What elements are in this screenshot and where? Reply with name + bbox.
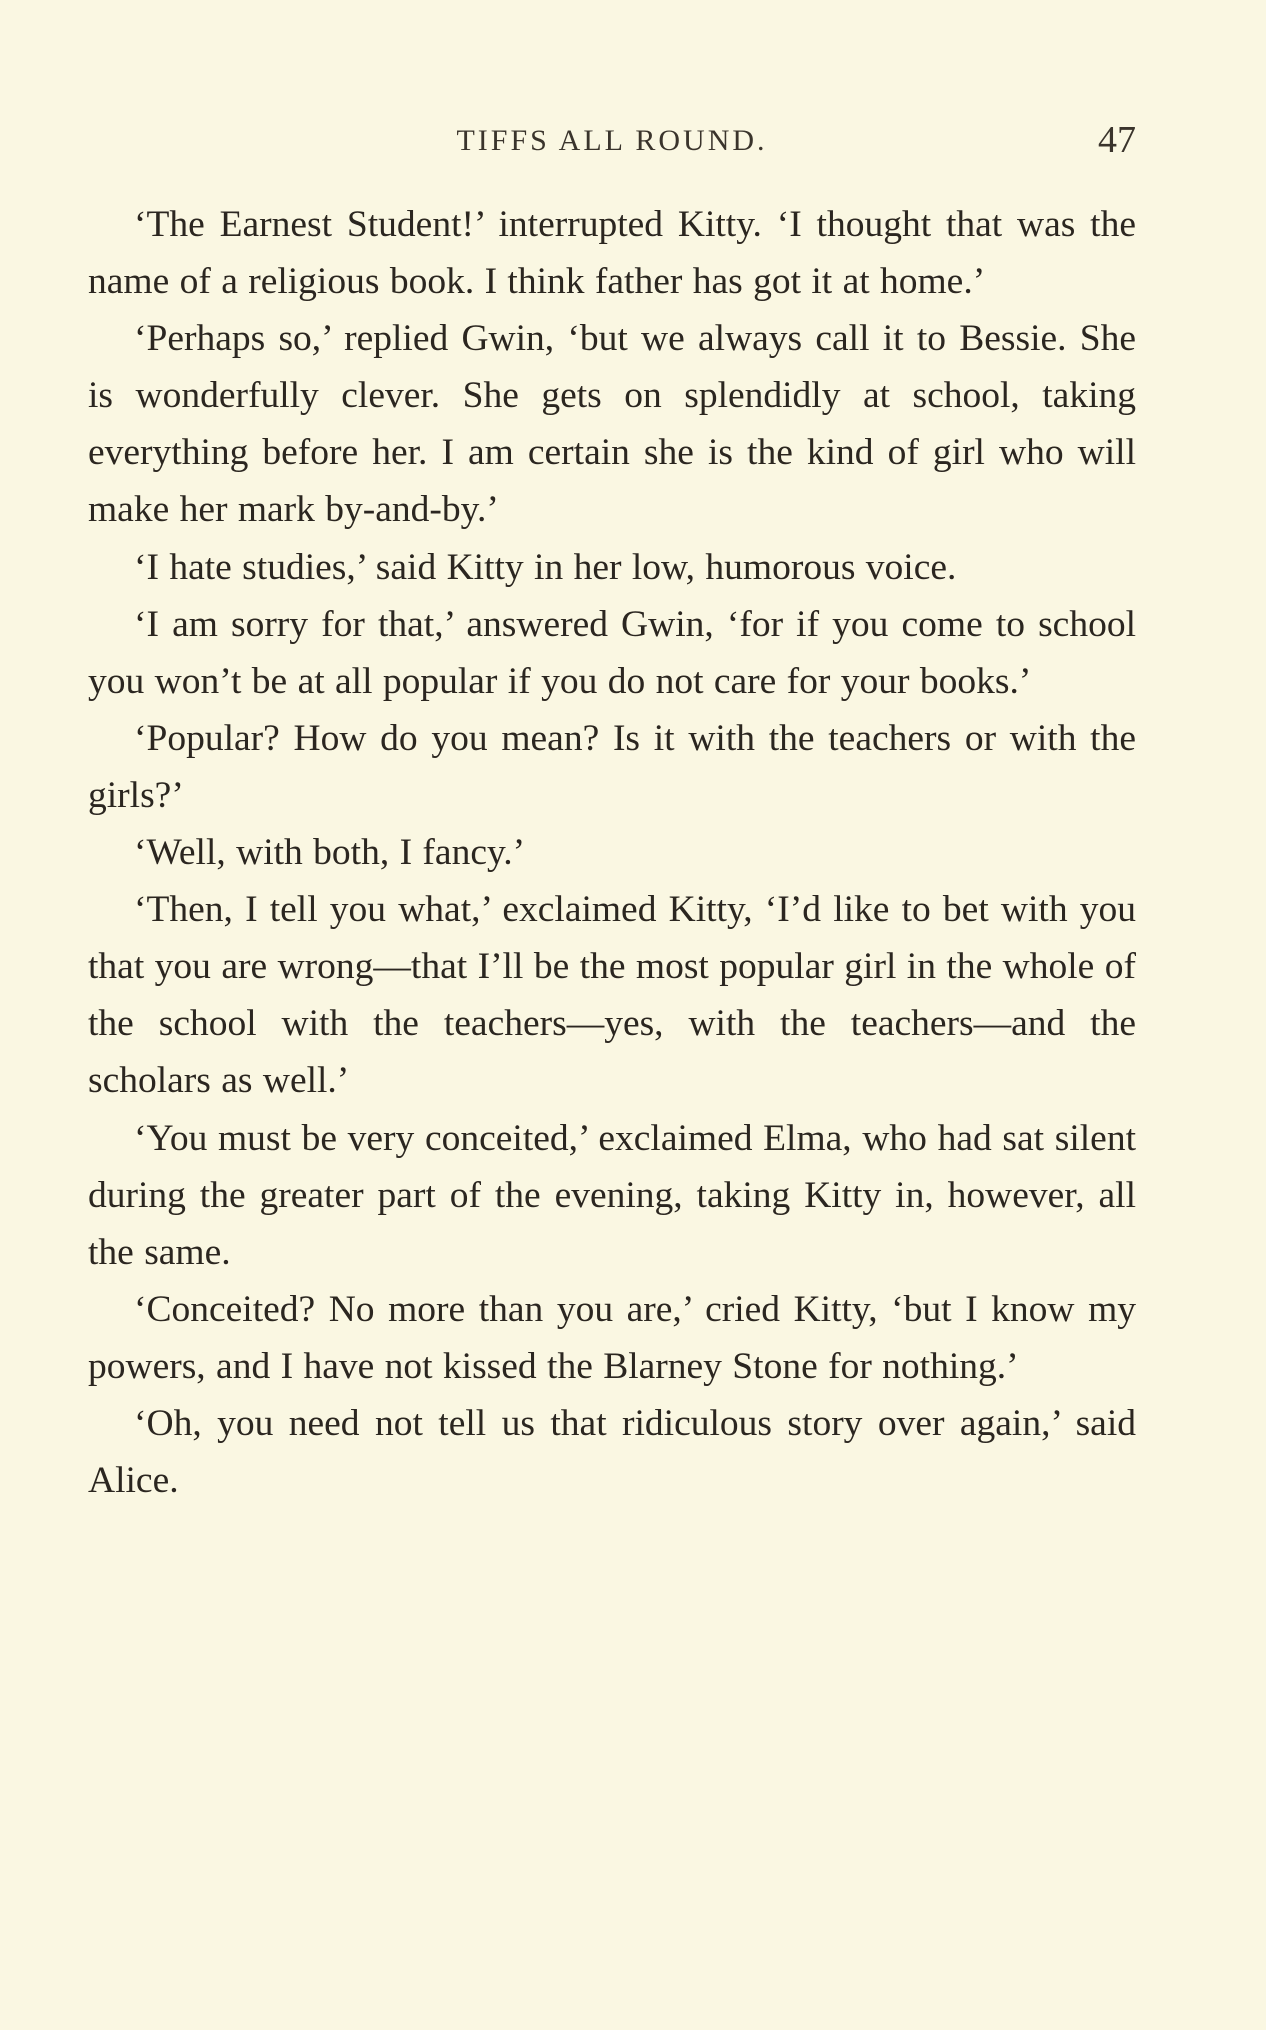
paragraph: ‘Well, with both, I fancy.’ xyxy=(134,832,526,874)
paragraph: ‘Popular? How do you mean? Is it with the teachers or with the girls?’ xyxy=(88,717,1136,816)
body-text xyxy=(88,196,1136,1509)
paragraph: ‘I am sorry for that,’ answered Gwin, ‘for if you come to school you won’t be at all popular if you do not care for your books.’ xyxy=(88,603,1136,702)
paragraph: ‘You must be very conceited,’ exclaimed Elma, who had sat silent during the greater part of the evening, taking Kitty in, however, all the same. xyxy=(88,1117,1136,1273)
paragraph: ‘Oh, you need not tell us that ridiculous story over again,’ said Alice. xyxy=(88,1402,1136,1502)
paragraph: ‘I hate studies,’ said Kitty in her low, humorous voice. xyxy=(134,546,957,588)
running-title: TIFFS ALL ROUND. xyxy=(456,124,768,157)
page-number: 47 xyxy=(1098,119,1136,161)
paragraph: ‘Perhaps so,’ replied Gwin, ‘but we always call it to Bessie. She is wonderfully clever. She gets on splendidly at school, taking everything before her. I am certain she is the kind of girl who will make her mark by-and-by.’ xyxy=(88,318,1136,531)
running-head xyxy=(88,118,1136,168)
paragraph: ‘Conceited? No more than you are,’ cried Kitty, ‘but I know my powers, and I have not kissed the Blarney Stone for nothing.’ xyxy=(88,1288,1136,1387)
paragraph: ‘Then, I tell you what,’ exclaimed Kitty, ‘I’d like to bet with you that you are wrong—that I’ll be the most popular girl in the whole of the school with the teachers—yes, with the teachers—and the scholars as well.’ xyxy=(88,889,1136,1102)
paragraph: ‘The Earnest Student!’ interrupted Kitty. ‘I thought that was the name of a religious book. I think father has got it at home.’ xyxy=(88,204,1136,303)
